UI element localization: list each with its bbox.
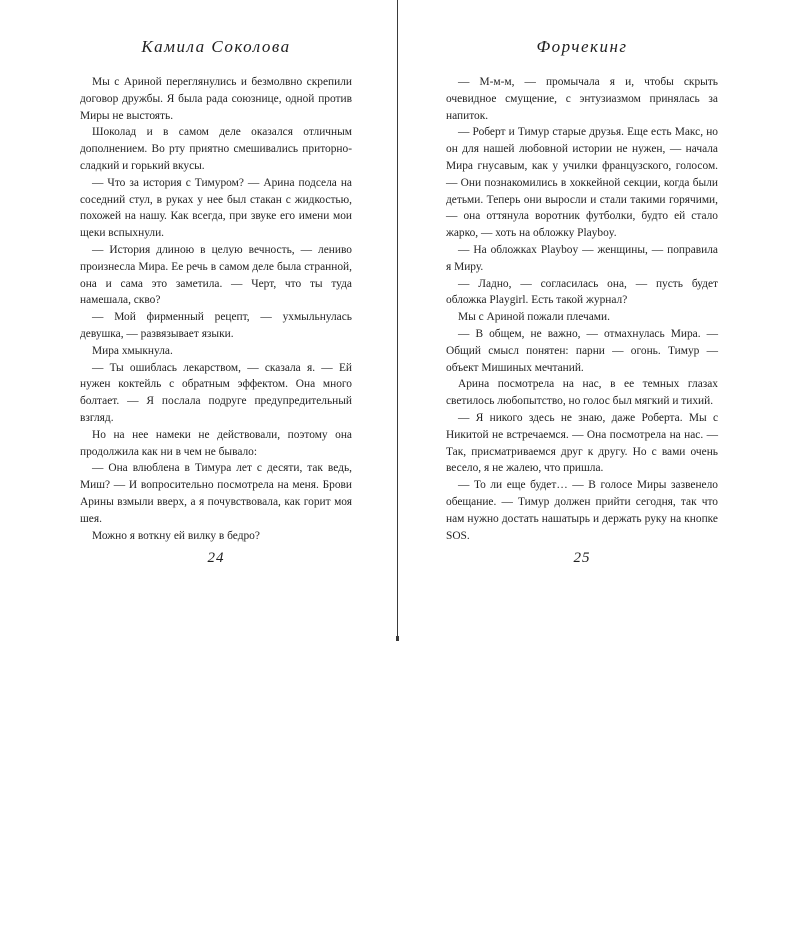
left-page [80,36,352,567]
paragraph: — На обложках Playboy — женщины, — поправила я Миру. [446,243,718,273]
paragraph: Шоколад и в самом деле оказался отличным дополнением. Во рту приятно смешивались приторно-сладкий и горький вкусы. [80,126,352,172]
paragraph: Можно я воткну ей вилку в бедро? [92,529,260,542]
paragraph: — В общем, не важно, — отмахнулась Мира. — Общий смысл понятен: парни — огонь. Тимур — объект Мишиных мечтаний. [446,327,718,374]
left-running-head: Камила Соколова [141,37,291,56]
left-page-text [80,74,352,544]
paragraph: Мы с Ариной пожали плечами. [458,311,610,324]
paragraph: — Ладно, — согласилась она, — пусть будет обложка Playgirl. Есть такой журнал? [446,277,718,307]
gutter-tick-mark [396,636,399,641]
paragraph: — История длиною в целую вечность, — лениво произнесла Мира. Ее речь в самом деле была странной, она и сама это заметила. — Черт, что ты туда намешала, скво? [80,243,352,307]
right-page-text [446,74,718,544]
paragraph: Но на нее намеки не действовали, поэтому она продолжила как ни в чем не бывало: [80,428,352,458]
gutter-divider [397,0,398,640]
left-page-number: 24 [207,550,225,567]
paragraph: — Она влюблена в Тимура лет с десяти, так ведь, Миш? — И вопросительно посмотрела на меня. Брови Арины взмыли вверх, а я почувствовала, как горит моя шея. [80,462,352,525]
right-page [446,36,718,567]
paragraph: — Мой фирменный рецепт, — ухмыльнулась девушка, — развязывает языки. [80,311,352,340]
paragraph: — Роберт и Тимур старые друзья. Еще есть Макс, но он для нашей любовной истории не нужен, — начала Мира гнусавым, как у училки французского, голосом. — Они познакомились в хоккейной секции, когда были детьми. Теперь они выросли и стали такими горячими, — она оттянула воротник футболки, будто ей стало жарко, — хоть на обложку Playboy. [446,126,718,240]
paragraph: Мира хмыкнула. [92,344,173,357]
paragraph: — Ты ошиблась лекарством, — сказала я. — Ей нужен коктейль с обратным эффектом. Она много болтает. — Я послала подруге предупредительный взгляд. [80,361,352,424]
right-page-number: 25 [573,550,591,567]
right-running-head: Форчекинг [536,37,628,56]
paragraph: — М-м-м, — промычала я и, чтобы скрыть очевидное смущение, с энтузиазмом принялась за напиток. [446,76,718,122]
paragraph: Мы с Ариной переглянулись и безмолвно скрепили договор дружбы. Я была рада союзнице, одной против Миры не выстоять. [80,76,352,122]
paragraph: — Я никого здесь не знаю, даже Роберта. Мы с Никитой не встречаемся. — Она посмотрела на нас. — Так, присматриваемся друг к другу. Но с вами очень весело, я не жалею, что пришла. [446,411,718,475]
paragraph: — Что за история с Тимуром? — Арина подсела на соседний стул, в руках у нее был стакан с жидкостью, похожей на нашу. Как всегда, при звуке его имени мои щеки вспыхнули. [80,176,352,240]
paragraph: — То ли еще будет… — В голосе Миры зазвенело обещание. — Тимур должен прийти сегодня, так что нам нужно достать нашатырь и держать руку на кнопке SOS. [446,479,718,542]
paragraph: Арина посмотрела на нас, в ее темных глазах светилось любопытство, но голос был мягкий и тихий. [446,378,718,408]
